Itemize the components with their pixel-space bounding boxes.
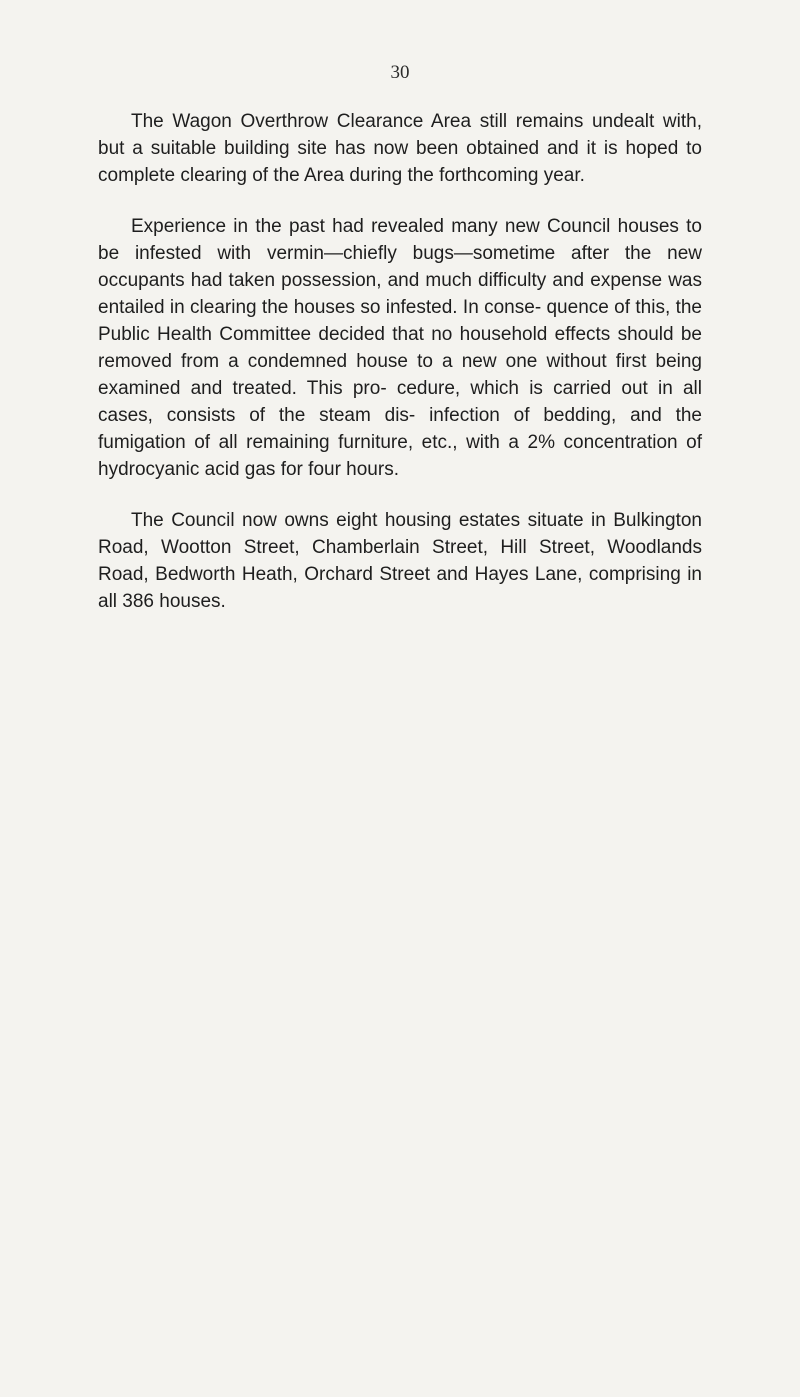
page-number: 30 — [390, 62, 410, 83]
document-body — [98, 108, 702, 639]
paragraph-housing-estates: The Council now owns eight housing estates situate in Bulkington Road, Wootton Street, Chamberlain Street, Hill Street, Woodlands Road, Bedworth Heath, Orchard Street and Hayes Lane, comprising in all 386 houses. — [98, 510, 702, 612]
paragraph-clearance-area: The Wagon Overthrow Clearance Area still remains undealt with, but a suitable building site has now been obtained and it is hoped to complete clearing of the Area during the forthcoming year. — [98, 111, 702, 186]
paragraph-vermin-infestation: Experience in the past had revealed many new Council houses to be infested with vermin—chiefly bugs—sometime after the new occupants had taken possession, and much difficulty and expense was entailed in clearing the houses so infested. In conse- quence of this, the Public Health Committee decided that no household effects should be removed from a condemned house to a new one without first being examined and treated. This pro- cedure, which is carried out in all cases, consists of the steam dis- infection of bedding, and the fumigation of all remaining furniture, etc., with a 2% concentration of hydrocyanic acid gas for four hours. — [98, 216, 702, 480]
